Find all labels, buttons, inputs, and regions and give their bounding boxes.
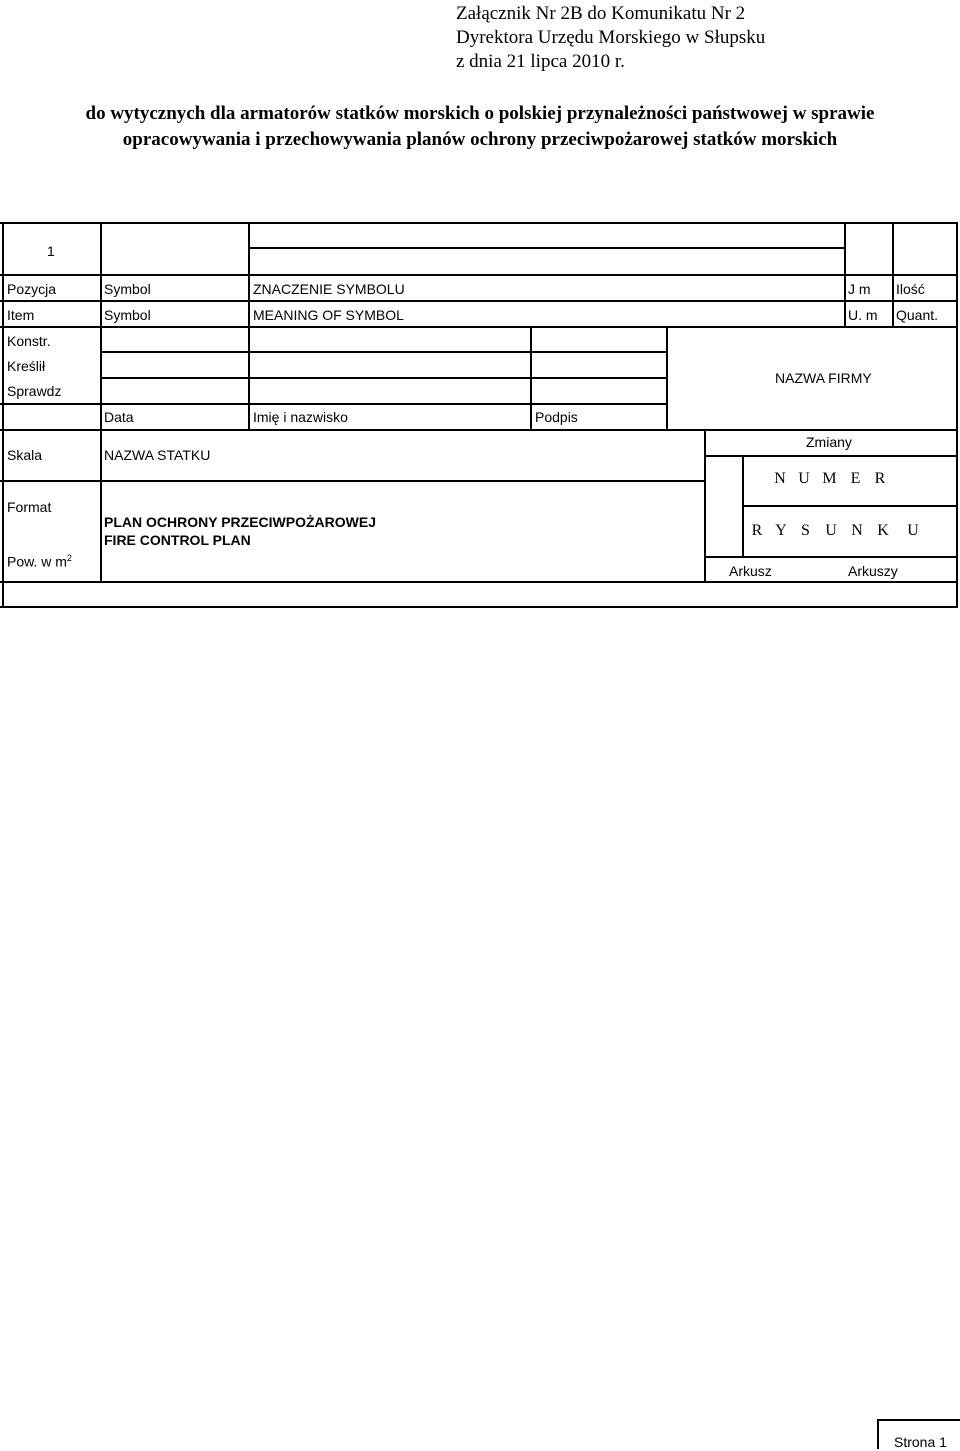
drawing-number-letters [745, 522, 930, 540]
letter: K [877, 522, 889, 539]
letter: N [851, 522, 863, 539]
rule [0, 222, 958, 224]
letter: M [822, 470, 837, 487]
letter: U [798, 470, 810, 487]
rule [248, 327, 250, 430]
label-imie-nazwisko: Imię i nazwisko [253, 409, 348, 425]
rule [704, 429, 706, 582]
rule [892, 222, 894, 327]
rule [0, 300, 958, 302]
letter: U [825, 522, 837, 539]
plan-title-pl: PLAN OCHRONY PRZECIWPOŻAROWEJ [104, 514, 376, 530]
col-symbol-pl: Symbol [104, 281, 151, 297]
rule [0, 326, 958, 328]
rule [100, 351, 666, 353]
label-arkusz: Arkusz [729, 563, 772, 579]
label-sprawdz: Sprawdz [7, 383, 62, 399]
document-title-line-1: do wytycznych dla armatorów statków morskich o polskiej przynależności państwowej w sprawie [85, 103, 875, 124]
drawing-number-label [768, 470, 892, 488]
annex-line-3: z dnia 21 lipca 2010 r. [456, 51, 625, 72]
label-area-text: Pow. w m [7, 553, 67, 570]
label-data: Data [104, 409, 134, 425]
letter: R [751, 522, 763, 539]
col-unit-en: U. m [848, 307, 878, 323]
col-item-en: Item [7, 307, 35, 323]
label-skala: Skala [7, 447, 43, 463]
rule [742, 505, 958, 507]
col-symbol-en: Symbol [104, 307, 151, 323]
rule [844, 222, 846, 327]
letter: S [801, 522, 810, 539]
document-title-line-2: opracowywania i przechowywania planów ochrony przeciwpożarowej statków morskich [122, 129, 838, 150]
rule [2, 222, 4, 608]
label-zmiany: Zmiany [806, 434, 852, 450]
col-unit-pl: J m [848, 281, 871, 297]
page-number: Strona 1 [894, 1434, 947, 1450]
ship-name: NAZWA STATKU [104, 447, 211, 463]
letter: R [874, 470, 886, 487]
letter: Y [775, 522, 787, 539]
col-meaning-en: MEANING OF SYMBOL [253, 307, 404, 323]
col-item-pl: Pozycja [7, 281, 57, 297]
col-qty-pl: Ilość [896, 281, 925, 297]
label-arkuszy: Arkuszy [848, 563, 898, 579]
rule [956, 222, 958, 608]
annex-line-2: Dyrektora Urzędu Morskiego w Słupsku [456, 27, 766, 48]
rule [742, 455, 744, 557]
rule [248, 222, 250, 327]
plan-title-en: FIRE CONTROL PLAN [104, 532, 251, 548]
col-meaning-pl: ZNACZENIE SYMBOLU [253, 281, 405, 297]
label-kreslil: Kreślił [7, 358, 46, 374]
rule [0, 274, 958, 276]
rule [0, 581, 958, 583]
letter: U [907, 522, 919, 539]
rule [0, 606, 958, 608]
company-name: NAZWA FIRMY [775, 370, 872, 386]
label-format: Format [7, 499, 52, 515]
label-area [7, 549, 72, 571]
rule [100, 222, 102, 582]
rule [0, 480, 704, 482]
letter: N [774, 470, 786, 487]
label-area-superscript: 2 [66, 553, 72, 563]
rule [0, 429, 958, 431]
label-konstr: Konstr. [7, 333, 51, 349]
row-number: 1 [47, 243, 55, 259]
label-podpis: Podpis [535, 409, 578, 425]
annex-line-1: Załącznik Nr 2B do Komunikatu Nr 2 [456, 3, 746, 24]
col-qty-en: Quant. [896, 307, 939, 323]
rule [530, 327, 532, 430]
letter: E [850, 470, 861, 487]
rule [248, 247, 844, 249]
rule [666, 327, 668, 430]
rule [100, 377, 666, 379]
